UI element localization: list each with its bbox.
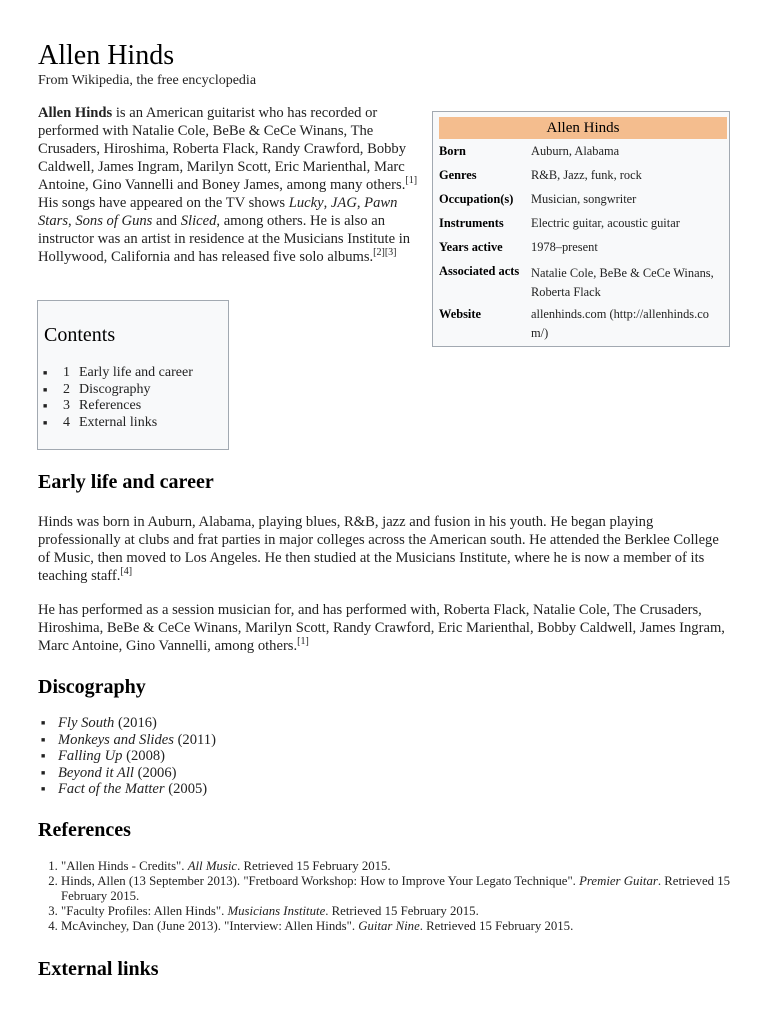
intro-text-2: His songs have appeared on the TV shows <box>38 195 289 211</box>
reference-item <box>61 859 741 874</box>
infobox-value[interactable]: Musician, songwriter <box>531 192 637 206</box>
early-life-paragraph-1 <box>38 513 728 585</box>
infobox-label: Associated acts <box>439 264 520 278</box>
album-year: (2006) <box>133 764 177 781</box>
album-title: Beyond it All <box>58 764 134 781</box>
reference-text[interactable]: "Allen Hinds - Credits". <box>61 859 188 873</box>
conjunction: and <box>152 213 181 229</box>
infobox-value[interactable]: Natalie Cole, BeBe & CeCe Winans, Roberta Flack <box>531 266 714 299</box>
toc-item-external-links[interactable] <box>63 415 193 432</box>
intro-text-3: , among others. He is also an instructor was an artist in residence at the Musicians Institute in Hollywood, California and has released five solo albums. <box>38 213 411 265</box>
citation-1[interactable]: [1] <box>297 636 309 648</box>
toc-number: 3 <box>63 398 70 413</box>
citation-1[interactable]: [1] <box>405 175 418 187</box>
tv-show-pawn-stars: Pawn Stars <box>38 195 398 229</box>
toc-number: 1 <box>63 365 70 380</box>
reference-retrieved: . Retrieved 15 February 2015. <box>419 919 574 933</box>
citation-2-3[interactable]: [2][3] <box>373 247 397 259</box>
citation-4[interactable]: [4] <box>120 566 133 578</box>
reference-retrieved: . Retrieved 15 February 2015. <box>61 874 731 903</box>
website-link[interactable]: allenhinds.com (http://allenhinds.com/) <box>531 307 709 340</box>
reference-retrieved: . Retrieved 15 February 2015. <box>237 859 391 873</box>
discography-list <box>58 715 216 798</box>
toc-number: 4 <box>63 414 70 430</box>
album-year: (2005) <box>164 781 208 797</box>
reference-text[interactable]: McAvinchey, Dan (June 2013). "Interview: Allen Hinds". <box>61 919 359 933</box>
toc-label: Discography <box>79 381 151 397</box>
reference-retrieved: . Retrieved 15 February 2015. <box>325 904 479 918</box>
intro-subject: Allen Hinds <box>38 105 113 121</box>
list-item <box>58 781 216 798</box>
album-year: (2011) <box>173 731 216 748</box>
album-title: Falling Up <box>58 748 123 764</box>
reference-item <box>61 919 741 934</box>
heading-external-links: External links <box>38 958 159 980</box>
page-tagline: From Wikipedia, the free encyclopedia <box>38 73 257 88</box>
heading-discography: Discography <box>38 676 146 698</box>
paragraph-text: He has performed as a session musician for, and has performed with, Roberta Flack, Natalie Cole, The Crusaders, Hiroshima, BeBe & CeCe Winans, Marilyn Scott, Randy Crawford, Eric Marienthal, Bobby Caldwell, James Ingram, Marc Antoine, Gino Vannelli, among others. <box>38 602 725 654</box>
reference-item <box>61 904 741 919</box>
early-life-paragraph-2 <box>38 601 728 655</box>
toc-label: References <box>79 398 142 413</box>
separator: , <box>356 195 365 211</box>
list-item <box>58 715 216 732</box>
reference-source: Premier Guitar <box>579 874 658 888</box>
infobox-label: Occupation(s) <box>439 192 514 206</box>
references-list <box>61 859 741 934</box>
album-title: Fly South <box>58 715 115 731</box>
album-title: Fact of the Matter <box>58 781 165 797</box>
toc-item-references[interactable] <box>63 398 193 415</box>
tv-show-sliced: Sliced <box>180 213 217 229</box>
infobox-label: Genres <box>439 168 477 182</box>
separator: , <box>323 195 331 211</box>
reference-text[interactable]: "Faculty Profiles: Allen Hinds". <box>61 904 228 918</box>
tv-show-lucky: Lucky <box>288 195 324 211</box>
reference-text[interactable]: Hinds, Allen (13 September 2013). "Fretboard Workshop: How to Improve Your Legato Technique". <box>61 874 580 888</box>
toc-list <box>63 365 193 431</box>
toc-label: External links <box>79 414 158 430</box>
toc-label: Early life and career <box>79 365 193 380</box>
infobox-value: 1978–present <box>531 240 598 254</box>
list-item <box>58 765 216 782</box>
infobox <box>432 111 730 347</box>
album-title: Monkeys and Slides <box>58 731 174 748</box>
album-year: (2016) <box>114 715 157 731</box>
toc-number: 2 <box>63 381 70 397</box>
toc-item-discography[interactable] <box>63 382 193 399</box>
heading-early-life: Early life and career <box>38 471 214 493</box>
reference-source: Musicians Institute <box>227 904 326 918</box>
toc-title: Contents <box>44 324 116 346</box>
intro-paragraph <box>38 104 423 266</box>
intro-text-1: is an American guitarist who has recorded or performed with Natalie Cole, BeBe & CeCe Winans, The Crusaders, Hiroshima, Roberta Flack, Randy Crawford, Bobby Caldwell, James Ingram, Marilyn Scott, Eric Marienthal, Marc Antoine, Gino Vannelli and Boney James, among many others. <box>38 105 407 193</box>
infobox-label: Years active <box>439 240 503 254</box>
list-item <box>58 732 216 749</box>
list-item <box>58 748 216 765</box>
infobox-value[interactable]: R&B, Jazz, funk, rock <box>531 168 642 182</box>
infobox-label: Instruments <box>439 216 504 230</box>
reference-source: Guitar Nine <box>358 919 420 933</box>
tv-show-jag: JAG <box>330 195 357 211</box>
toc-item-early-life[interactable] <box>63 365 193 382</box>
table-of-contents <box>37 300 229 450</box>
paragraph-text: Hinds was born in Auburn, Alabama, playing blues, R&B, jazz and fusion in his youth. He began playing professionally at clubs and frat parties in major colleges across the American south. He attended the Berklee College of Music, then moved to Los Angeles. He then studied at the Musicians Institute, where he is now a member of its teaching staff. <box>38 514 719 584</box>
infobox-title: Allen Hinds <box>439 117 727 139</box>
reference-source: All Music <box>187 859 238 873</box>
heading-references: References <box>38 819 131 841</box>
page-title: Allen Hinds <box>38 40 175 71</box>
infobox-value[interactable]: Auburn, Alabama <box>531 144 620 158</box>
tv-show-sons-of-guns: Sons of Guns <box>75 213 153 229</box>
separator: , <box>68 213 76 229</box>
album-year: (2008) <box>122 748 166 764</box>
infobox-label: Website <box>439 307 481 321</box>
reference-item <box>61 874 741 904</box>
infobox-value[interactable]: Electric guitar, acoustic guitar <box>531 216 680 230</box>
infobox-label: Born <box>439 144 466 158</box>
